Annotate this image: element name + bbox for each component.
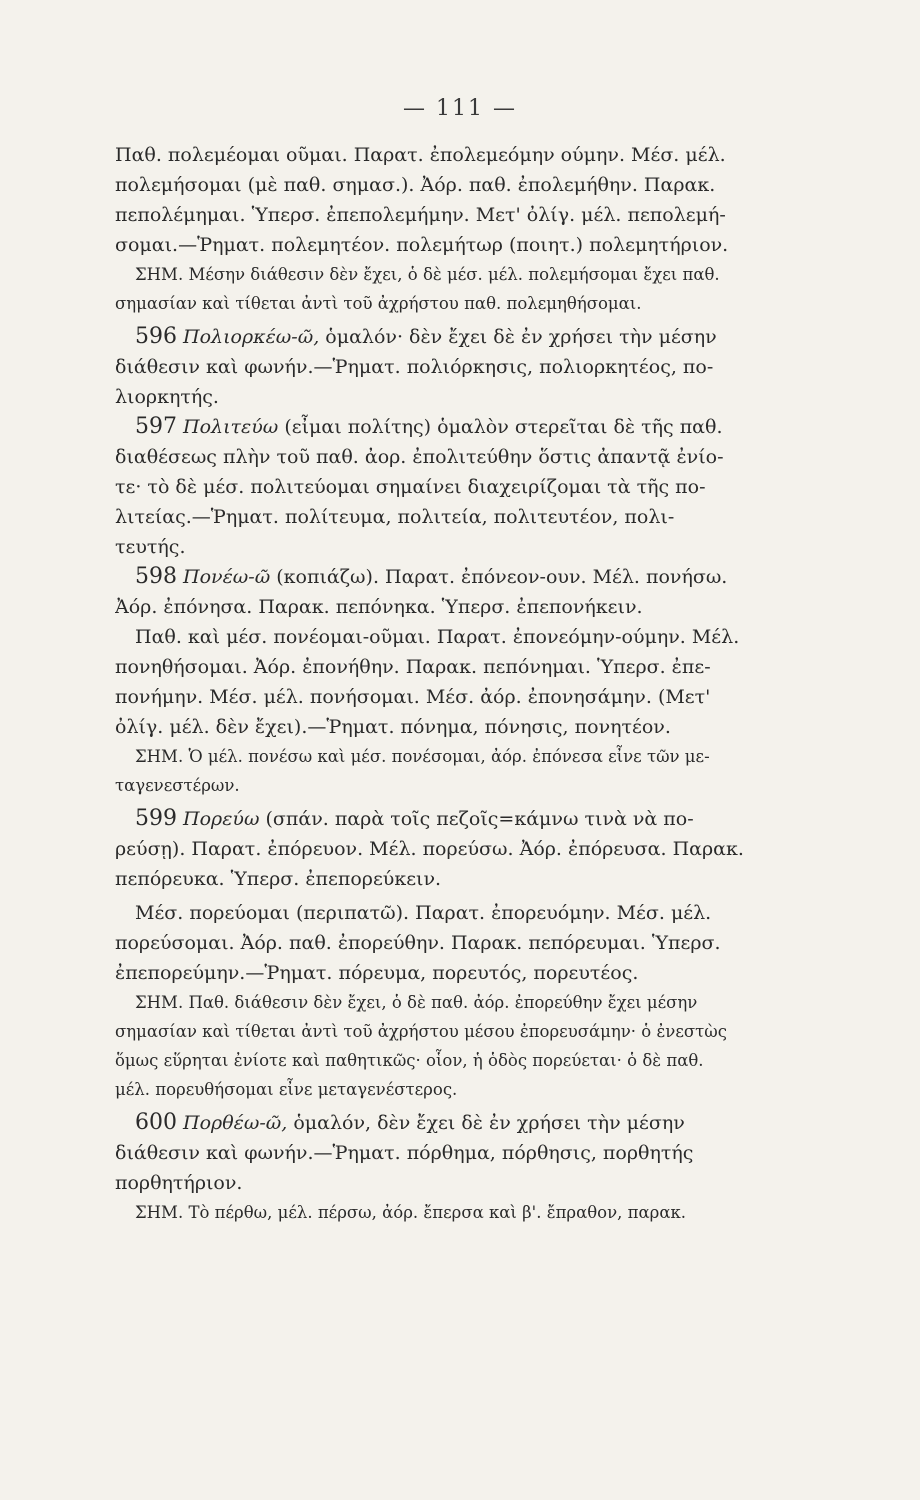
text-line: πεπολέμημαι. Ὑπερσ. ἐπεπολεμήμην. Μετ' ὀλίγ. μέλ. πεπολεμή-: [115, 204, 726, 226]
text-line: Παθ. πολεμέομαι οῦμαι. Παρατ. ἐπολεμεόμην ούμην. Μέσ. μέλ.: [115, 144, 726, 166]
entry-lemma: Πολιτεύω: [183, 416, 279, 438]
note-line: ΣΗΜ. Ὁ μέλ. πονέσω καὶ μέσ. πονέσομαι, ἀόρ. ἐπόνεσα εἶνε τῶν με-: [135, 747, 710, 766]
text-line: Μέσ. πορεύομαι (περιπατῶ). Παρατ. ἐπορευόμην. Μέσ. μέλ.: [135, 902, 712, 924]
entry-lemma: Πονέω-ῶ: [183, 566, 271, 588]
entry-first-line: [115, 1108, 775, 1138]
entry-first-line: [115, 322, 775, 352]
page-number: — 111 —: [403, 96, 517, 121]
text-line: πορθητήριον.: [115, 1172, 243, 1194]
note-paragraph: [115, 988, 775, 1104]
note-line: ταγενεστέρων.: [115, 776, 240, 795]
text-line: πονηθήσομαι. Ἀόρ. ἐπονήθην. Παρακ. πεπόνημαι. Ὑπερσ. ἐπε-: [115, 656, 711, 678]
text-line: πολεμήσομαι (μὲ παθ. σημασ.). Ἀόρ. παθ. ἐπολεμήθην. Παρακ.: [115, 174, 716, 196]
entry-596: [115, 322, 775, 412]
paragraph-598-passive: [115, 622, 775, 742]
note-paragraph: [115, 260, 775, 318]
entry-599: [115, 804, 775, 894]
entry-text: (κοπιάζω). Παρατ. ἐπόνεον-ουν. Μέλ. πονήσω.: [270, 566, 728, 588]
entry-600: [115, 1108, 775, 1198]
text-line: διαθέσεως πλὴν τοῦ παθ. ἀορ. ἐπολιτεύθην ὅστις ἀπαντᾷ ἐνίο-: [115, 446, 724, 468]
text-line: πονήμην. Μέσ. μέλ. πονήσομαι. Μέσ. ἀόρ. ἐπονησάμην. (Μετ': [115, 686, 711, 708]
entry-text: (σπάν. παρὰ τοῖς πεζοῖς=κάμνω τινὰ νὰ πο-: [259, 808, 694, 830]
text-line: ρεύσῃ). Παρατ. ἐπόρευον. Μέλ. πορεύσω. Ἀόρ. ἐπόρευσα. Παρακ.: [115, 838, 744, 860]
page-content: [115, 140, 775, 1227]
text-line: τε· τὸ δὲ μέσ. πολιτεύομαι σημαίνει διαχειρίζομαι τὰ τῆς πο-: [115, 476, 706, 498]
text-line: τευτής.: [115, 536, 186, 558]
entry-text: (εἶμαι πολίτης) ὁμαλὸν στερεῖται δὲ τῆς παθ.: [278, 416, 723, 438]
text-line: πεπόρευκα. Ὑπερσ. ἐπεπορεύκειν.: [115, 868, 442, 890]
note-line: ΣΗΜ. Τὸ πέρθω, μέλ. πέρσω, ἀόρ. ἔπερσα καὶ β'. ἔπραθον, παρακ.: [135, 1203, 687, 1222]
entry-lemma: Πορθέω-ῶ,: [183, 1112, 288, 1134]
entry-597: [115, 412, 775, 562]
paragraph-599-middle: [115, 898, 775, 988]
text-line: διάθεσιν καὶ φωνήν.—Ῥηματ. πόρθημα, πόρθησις, πορθητής: [115, 1142, 694, 1164]
entry-lemma: Πορεύω: [183, 808, 260, 830]
text-line: ἐπεπορεύμην.—Ῥηματ. πόρευμα, πορευτός, πορευτέος.: [115, 962, 639, 984]
entry-lemma: Πολιορκέω-ῶ,: [183, 326, 320, 348]
text-line: διάθεσιν καὶ φωνήν.—Ῥηματ. πολιόρκησις, πολιορκητέος, πο-: [115, 356, 714, 378]
text-line: λιτείας.—Ῥηματ. πολίτευμα, πολιτεία, πολιτευτέον, πολι-: [115, 506, 675, 528]
text-line: Ἀόρ. ἐπόνησα. Παρακ. πεπόνηκα. Ὑπερσ. ἐπεπονήκειν.: [115, 596, 643, 618]
entry-number: 598: [135, 564, 177, 589]
text-line: Παθ. καὶ μέσ. πονέομαι-οῦμαι. Παρατ. ἐπονεόμην-ούμην. Μέλ.: [135, 626, 740, 648]
entry-598: [115, 562, 775, 622]
entry-first-line: [115, 412, 775, 442]
entry-number: 599: [135, 806, 177, 831]
note-paragraph: [115, 1198, 775, 1227]
note-line: σημασίαν καὶ τίθεται ἀντὶ τοῦ ἀχρήστου παθ. πολεμηθήσομαι.: [115, 294, 642, 313]
text-line: ὀλίγ. μέλ. δὲν ἔχει).—Ῥηματ. πόνημα, πόνησις, πονητέον.: [115, 716, 671, 738]
entry-number: 596: [135, 324, 177, 349]
text-line: λιορκητής.: [115, 386, 219, 408]
paragraph-passive-forms: [115, 140, 775, 260]
entry-text: ὁμαλόν· δὲν ἔχει δὲ ἐν χρήσει τὴν μέσην: [319, 326, 717, 348]
note-paragraph: [115, 742, 775, 800]
entry-text: ὁμαλόν, δὲν ἔχει δὲ ἐν χρήσει τὴν μέσην: [287, 1112, 685, 1134]
note-line: ΣΗΜ. Παθ. διάθεσιν δὲν ἔχει, ὁ δὲ παθ. ἀόρ. ἐπορεύθην ἔχει μέσην: [135, 993, 698, 1012]
note-line: σημασίαν καὶ τίθεται ἀντὶ τοῦ ἀχρήστου μέσου ἐπορευσάμην· ὁ ἐνεστὼς: [115, 1022, 727, 1041]
note-line: ὅμως εὕρηται ἐνίοτε καὶ παθητικῶς· οἷον, ἡ ὁδὸς πορεύεται· ὁ δὲ παθ.: [115, 1051, 704, 1070]
entry-first-line: [115, 562, 775, 592]
entry-number: 600: [135, 1110, 177, 1135]
text-line: πορεύσομαι. Ἀόρ. παθ. ἐπορεύθην. Παρακ. πεπόρευμαι. Ὑπερσ.: [115, 932, 721, 954]
text-line: σομαι.—Ῥηματ. πολεμητέον. πολεμήτωρ (ποιητ.) πολεμητήριον.: [115, 234, 729, 256]
note-line: ΣΗΜ. Μέσην διάθεσιν δὲν ἔχει, ὁ δὲ μέσ. μέλ. πολεμήσομαι ἔχει παθ.: [135, 265, 720, 284]
note-line: μέλ. πορευθήσομαι εἶνε μεταγενέστερος.: [115, 1080, 458, 1099]
entry-number: 597: [135, 414, 177, 439]
entry-first-line: [115, 804, 775, 834]
